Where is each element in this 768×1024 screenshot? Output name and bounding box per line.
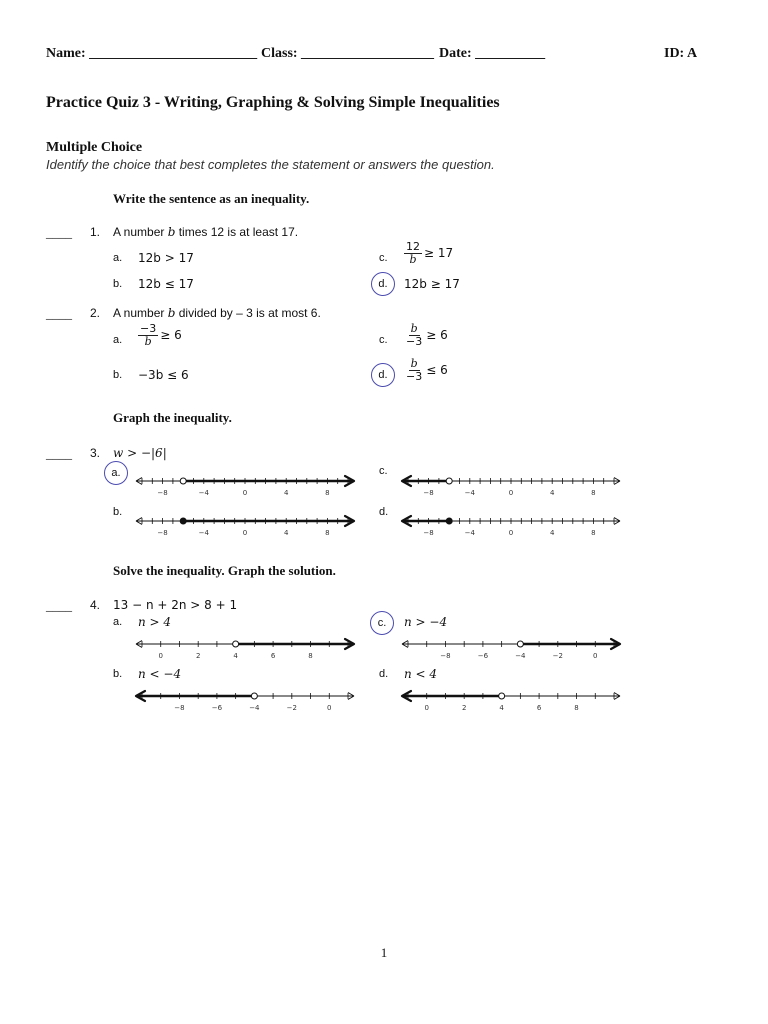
tick-label: 4 xyxy=(233,652,238,660)
section-heading: Multiple Choice xyxy=(46,140,143,155)
tick-label: 0 xyxy=(242,529,248,537)
number-line-q4d xyxy=(400,685,622,715)
choice-q4d: n < 4 xyxy=(404,667,438,681)
choice-label-q2b: b. xyxy=(113,369,123,381)
choice-label-q4a: a. xyxy=(113,616,123,628)
tick-label: 8 xyxy=(574,704,579,712)
tick-label: −8 xyxy=(440,652,451,660)
tick-label: −8 xyxy=(157,529,168,537)
tick-label: 2 xyxy=(195,652,201,660)
question-number-q3: 3. xyxy=(90,446,101,460)
closed-endpoint xyxy=(180,518,186,524)
choice-label-q4d: d. xyxy=(379,668,389,680)
tick-label: −6 xyxy=(477,652,489,660)
tick-label: −8 xyxy=(174,704,185,712)
answer-blank-q3[interactable]: ____ xyxy=(46,446,72,461)
tick-label: 8 xyxy=(591,529,596,537)
tick-label: 6 xyxy=(270,652,276,660)
number-line-q3b xyxy=(134,510,356,540)
selected-answer-circle-q3a: a. xyxy=(104,461,128,485)
tick-label: −4 xyxy=(198,529,209,537)
choice-q1a: 12b > 17 xyxy=(138,251,194,265)
tick-label: 4 xyxy=(549,489,555,497)
class-field: Class: ___________________ xyxy=(261,46,435,61)
choice-q4b: n < −4 xyxy=(138,667,182,681)
tick-label: 4 xyxy=(283,529,289,537)
tick-label: 0 xyxy=(327,704,332,712)
tick-label: 8 xyxy=(308,652,313,660)
tick-label: 4 xyxy=(283,489,289,497)
choice-q1c: $\frac{12}{b}$ ≥ 17 xyxy=(406,240,454,266)
tick-label: −2 xyxy=(286,704,297,712)
tick-label: −4 xyxy=(198,489,209,497)
number-line-q3c xyxy=(400,470,622,500)
choice-q4a: n > 4 xyxy=(138,615,172,629)
tick-label: −8 xyxy=(423,489,434,497)
number-line-q4c xyxy=(400,633,622,663)
date-field: Date: __________ xyxy=(439,46,546,61)
tick-label: −4 xyxy=(464,489,475,497)
choice-label-q4b: b. xyxy=(113,668,123,680)
tick-label: −4 xyxy=(249,704,260,712)
choice-q1b: 12b ≤ 17 xyxy=(138,277,194,291)
question-number-q4: 4. xyxy=(90,598,101,612)
tick-label: −8 xyxy=(423,529,434,537)
tick-label: −4 xyxy=(464,529,475,537)
question-number-q2: 2. xyxy=(90,306,101,320)
choice-q2d: $\frac{b}{-3}$ ≤ 6 xyxy=(406,357,448,383)
selected-answer-circle-q1d: d. xyxy=(371,272,395,296)
choice-label-q3b: b. xyxy=(113,506,123,518)
answer-blank-q4[interactable]: ____ xyxy=(46,598,72,613)
choice-q1d: 12b ≥ 17 xyxy=(404,277,460,291)
tick-label: −2 xyxy=(552,652,563,660)
question-stem-q2: A number b divided by – 3 is at most 6. xyxy=(113,306,321,320)
question-stem-q4: 13 − n + 2n > 8 + 1 xyxy=(113,598,238,612)
open-endpoint xyxy=(233,641,239,647)
choice-q2b: −3b ≤ 6 xyxy=(138,368,189,382)
tick-label: 0 xyxy=(424,704,429,712)
tick-label: −4 xyxy=(515,652,526,660)
tick-label: 0 xyxy=(593,652,598,660)
tick-label: −8 xyxy=(157,489,168,497)
tick-label: 4 xyxy=(499,704,504,712)
tick-label: −6 xyxy=(211,704,223,712)
closed-endpoint xyxy=(446,518,452,524)
choice-label-q1a: a. xyxy=(113,252,123,264)
tick-label: 4 xyxy=(549,529,555,537)
choice-q4c: n > −4 xyxy=(404,615,448,629)
open-endpoint xyxy=(180,478,186,484)
id-field: ID: A xyxy=(664,46,698,61)
number-line-q4b xyxy=(134,685,356,715)
tick-label: 0 xyxy=(508,489,514,497)
tick-label: 8 xyxy=(325,529,330,537)
open-endpoint xyxy=(251,693,257,699)
page-title: Practice Quiz 3 - Writing, Graphing & Solving Simple Inequalities xyxy=(46,94,500,111)
open-endpoint xyxy=(446,478,452,484)
tick-label: 8 xyxy=(591,489,596,497)
tick-label: 2 xyxy=(461,704,467,712)
choice-label-q2c: c. xyxy=(379,334,388,346)
tick-label: 0 xyxy=(508,529,514,537)
question-stem-q3: w > −|6| xyxy=(113,446,167,460)
choice-label-q3d: d. xyxy=(379,506,389,518)
open-endpoint xyxy=(517,641,523,647)
choice-q2a: $\frac{-3}{b}$ ≥ 6 xyxy=(140,322,182,348)
choice-q2c: $\frac{b}{-3}$ ≥ 6 xyxy=(406,322,448,348)
open-endpoint xyxy=(499,693,505,699)
group-heading-graph: Graph the inequality. xyxy=(113,410,232,425)
tick-label: 8 xyxy=(325,489,330,497)
selected-answer-circle-q2d: d. xyxy=(371,363,395,387)
number-line-q3a xyxy=(134,470,356,500)
group-heading-write: Write the sentence as an inequality. xyxy=(113,191,310,206)
name-field: Name: ________________________ xyxy=(46,46,258,61)
page-number: 1 xyxy=(380,945,388,960)
tick-label: 6 xyxy=(536,704,542,712)
choice-label-q3c: c. xyxy=(379,465,388,477)
number-line-q3d xyxy=(400,510,622,540)
choice-label-q1c: c. xyxy=(379,252,388,264)
question-stem-q1: A number b times 12 is at least 17. xyxy=(113,225,299,239)
answer-blank-q2[interactable]: ____ xyxy=(46,306,72,321)
tick-label: 0 xyxy=(158,652,163,660)
selected-answer-circle-q4c: c. xyxy=(370,611,394,635)
number-line-q4a xyxy=(134,633,356,663)
question-number-q1: 1. xyxy=(90,225,101,239)
answer-blank-q1[interactable]: ____ xyxy=(46,225,72,240)
group-heading-solve: Solve the inequality. Graph the solution. xyxy=(113,563,336,578)
tick-label: 0 xyxy=(242,489,248,497)
choice-label-q2a: a. xyxy=(113,334,123,346)
instructions: Identify the choice that best completes the statement or answers the question. xyxy=(46,157,495,172)
choice-label-q1b: b. xyxy=(113,278,123,290)
